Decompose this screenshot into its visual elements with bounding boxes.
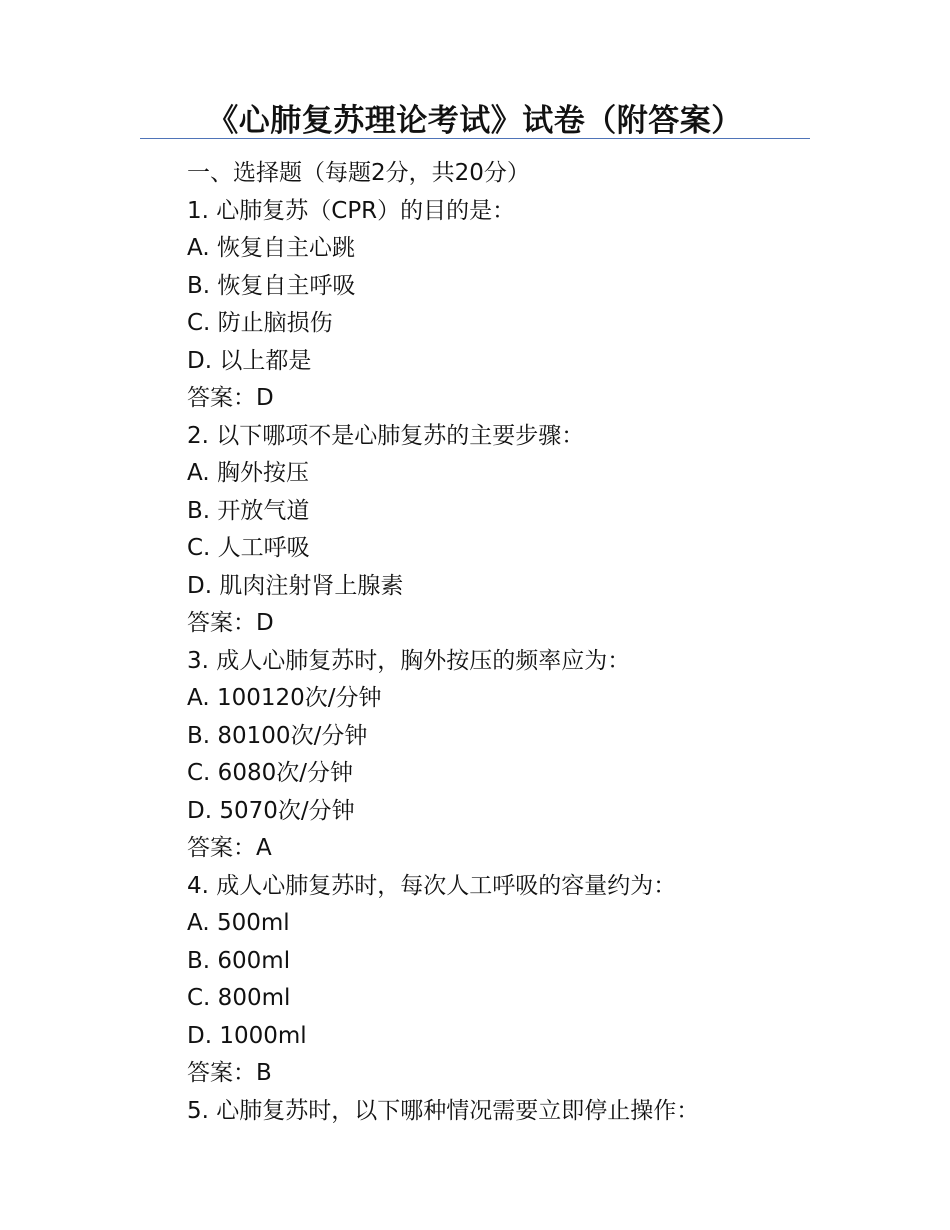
question-stem: 5. 心肺复苏时，以下哪种情况需要立即停止操作： (187, 1097, 700, 1124)
answer-line: 答案：B (187, 1060, 272, 1086)
title-underline (140, 138, 810, 139)
option-d: D. 5070次/分钟 (187, 797, 355, 824)
answer-line: 答案：A (187, 835, 272, 861)
document-title: 《心肺复苏理论考试》试卷（附答案） (207, 103, 743, 139)
section-heading: 一、选择题（每题2分，共20分） (187, 160, 530, 186)
document-body (187, 155, 827, 1130)
question-stem: 3. 成人心肺复苏时，胸外按压的频率应为： (187, 647, 631, 674)
option-a: A. 500ml (187, 910, 290, 936)
question-stem: 2. 以下哪项不是心肺复苏的主要步骤： (187, 422, 585, 449)
option-c: C. 人工呼吸 (187, 535, 310, 561)
option-b: B. 开放气道 (187, 497, 310, 524)
option-b: B. 80100次/分钟 (187, 722, 368, 749)
question-4 (187, 868, 827, 1093)
option-d: D. 肌肉注射肾上腺素 (187, 572, 404, 599)
answer-line: 答案：D (187, 610, 274, 636)
option-a: A. 胸外按压 (187, 460, 309, 486)
question-stem: 1. 心肺复苏（CPR）的目的是： (187, 197, 516, 224)
question-2 (187, 418, 827, 643)
option-b: B. 恢复自主呼吸 (187, 272, 356, 299)
answer-line: 答案：D (187, 385, 274, 411)
option-a: A. 恢复自主心跳 (187, 235, 355, 261)
question-stem: 4. 成人心肺复苏时，每次人工呼吸的容量约为： (187, 872, 677, 899)
option-a: A. 100120次/分钟 (187, 685, 382, 711)
option-d: D. 以上都是 (187, 347, 312, 374)
option-c: C. 800ml (187, 985, 291, 1011)
option-b: B. 600ml (187, 947, 291, 974)
question-3 (187, 643, 827, 868)
option-c: C. 防止脑损伤 (187, 310, 333, 336)
option-c: C. 6080次/分钟 (187, 760, 353, 786)
question-1 (187, 193, 827, 418)
option-d: D. 1000ml (187, 1022, 307, 1049)
question-5 (187, 1093, 827, 1131)
